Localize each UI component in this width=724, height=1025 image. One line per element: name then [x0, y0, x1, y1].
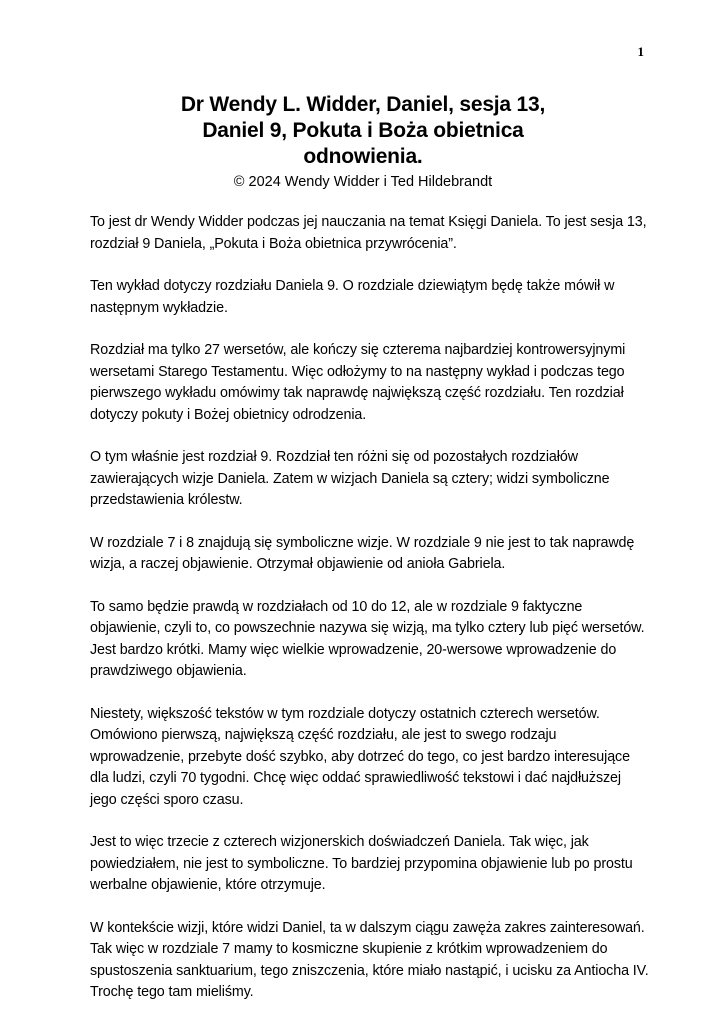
paragraph-9: W kontekście wizji, które widzi Daniel, ta w dalszym ciągu zawęża zakres zainteresowań. Tak więc w rozdziale 7 mamy to kosmiczne skupienie z krótkim wprowadzeniem do spustoszenia sanktuarium, tego zniszczenia, które miało nastąpić, i ucisku za Antiocha IV. Trochę tego tam mieliśmy. — [90, 919, 649, 1000]
paragraph-7: Niestety, większość tekstów w tym rozdziale dotyczy ostatnich czterech wersetów. Omówiono pierwszą, największą część rozdziału, ale jest to swego rodzaju wprowadzenie, przebyte dość szybko, aby dotrzeć do tego, co jest bardzo interesujące dla ludzi, czyli 70 tygodni. Chcę więc oddać sprawiedliwość tekstowi i dać najdłuższej jego części sporo czasu. — [90, 705, 630, 808]
paragraph-8: Jest to więc trzecie z czterech wizjonerskich doświadczeń Daniela. Tak więc, jak powiedziałem, nie jest to symboliczne. To bardziej przypomina objawienie lub po prostu werbalne objawienie, które otrzymuje. — [90, 834, 633, 893]
paragraph-4: O tym właśnie jest rozdział 9. Rozdział ten różni się od pozostałych rozdziałów zawierających wizje Daniela. Zatem w wizjach Daniela są cztery; widzi symboliczne przedstawienia królestw. — [90, 449, 610, 508]
copyright-notice: © 2024 Wendy Widder i Ted Hildebrandt — [233, 174, 493, 190]
paragraph-2: Ten wykład dotyczy rozdziału Daniela 9. O rozdziale dziewiątym będę także mówił w następnym wykładzie. — [90, 278, 615, 316]
title-block — [86, 92, 640, 192]
body-text — [90, 212, 650, 1025]
paragraph-5: W rozdziale 7 i 8 znajdują się symboliczne wizje. W rozdziale 9 nie jest to tak naprawdę wizja, a raczej objawienie. Otrzymał objawienie od anioła Gabriela. — [90, 534, 635, 572]
paragraph-3: Rozdział ma tylko 27 wersetów, ale kończy się czterema najbardziej kontrowersyjnymi wersetami Starego Testamentu. Więc odłożymy to na następny wykład i podczas tego pierwszego wykładu omówimy tak naprawdę największą część rozdziału. Ten rozdział dotyczy pokuty i Bożej obietnicy odrodzenia. — [90, 342, 626, 423]
title-line-3: odnowienia. — [303, 145, 423, 168]
title-line-2: Daniel 9, Pokuta i Boża obietnica — [202, 119, 524, 142]
title-line-1: Dr Wendy L. Widder, Daniel, sesja 13, — [180, 93, 546, 116]
paragraph-6: To samo będzie prawdą w rozdziałach od 10 do 12, ale w rozdziale 9 faktyczne objawienie, czyli to, co powszechnie nazywa się wizją, ma tylko cztery lub pięć wersetów. Jest bardzo krótki. Mamy więc wielkie wprowadzenie, 20-wersowe wprowadzenie do prawdziwego objawienia. — [90, 598, 645, 679]
page-number: 1 — [637, 44, 644, 59]
paragraph-1: To jest dr Wendy Widder podczas jej nauczania na temat Księgi Daniela. To jest sesja 13, rozdział 9 Daniela, „Pokuta i Boża obietnica przywrócenia”. — [90, 214, 647, 252]
